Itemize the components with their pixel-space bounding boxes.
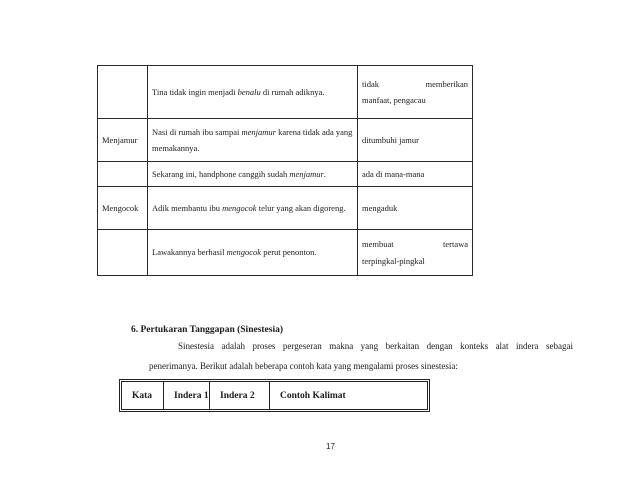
- contoh-cell: Adik membantu ibu mengocok telur yang akan digoreng.: [148, 187, 358, 230]
- key-word: menjamur: [241, 126, 276, 137]
- makna-line: terpingkal-pingkal: [362, 255, 425, 266]
- table-row: [98, 187, 473, 230]
- table-row: [98, 162, 473, 187]
- kata-cell: [98, 66, 148, 119]
- makna-cell: [358, 187, 473, 230]
- header-kata: Kata: [122, 382, 164, 410]
- makna-text: ada di mana-mana: [362, 168, 425, 179]
- kata-cell: [98, 162, 148, 187]
- makna-cell: [358, 230, 473, 276]
- kata-text: Mengocok: [102, 202, 139, 213]
- makna-line: manfaat, pengacau: [362, 95, 426, 105]
- header-indera-2: Indera 2: [210, 382, 270, 410]
- contoh-cell: Sekarang ini, handphone canggih sudah menjamur.: [148, 162, 358, 187]
- kata-cell: [98, 230, 148, 276]
- key-word: benalu: [237, 86, 261, 97]
- makna-cell: [358, 162, 473, 187]
- makna-text: mengaduk: [362, 202, 398, 213]
- makna-cell: [358, 66, 473, 119]
- contoh-cell: Tina tidak ingin menjadi benalu di rumah adiknya.: [148, 66, 358, 119]
- contoh-cell: Lawakannya berhasil mengocok perut penonton.: [148, 230, 358, 276]
- section-heading: 6. Pertukaran Tanggapan (Sinestesia): [131, 325, 284, 335]
- table-row: [98, 66, 473, 119]
- page-number: 17: [326, 442, 335, 451]
- contoh-cell: Nasi di rumah ibu sampai menjamur karena tidak ada yang memakannya.: [148, 119, 358, 162]
- key-word: mengocok: [222, 202, 257, 213]
- sinestesia-table: [121, 381, 428, 410]
- makna-cell: [358, 119, 473, 162]
- table-row: [98, 119, 473, 162]
- table-row: [98, 230, 473, 276]
- word-meaning-table: [97, 65, 473, 276]
- kata-text: Menjamur: [102, 134, 138, 145]
- kata-cell: [98, 119, 148, 162]
- makna-line: membuat tertawa: [362, 239, 468, 250]
- header-contoh-kalimat: Contoh Kalimat: [280, 390, 346, 401]
- makna-text: ditumbuhi jamur: [362, 134, 419, 145]
- header-indera-1: Indera 1: [164, 382, 210, 410]
- table-header-row: [122, 382, 428, 410]
- key-word: mengocok: [226, 247, 262, 258]
- paragraph-line: penerimanya. Berikut adalah beberapa contoh kata yang mengalami proses sinestesia:: [149, 361, 458, 371]
- kata-cell: [98, 187, 148, 230]
- key-word: menjamur: [289, 168, 324, 179]
- makna-line: tidak memberikan: [362, 78, 468, 89]
- paragraph-line: Sinestesia adalah proses pergeseran makna yang berkaitan dengan konteks alat indera sebagai: [178, 341, 573, 351]
